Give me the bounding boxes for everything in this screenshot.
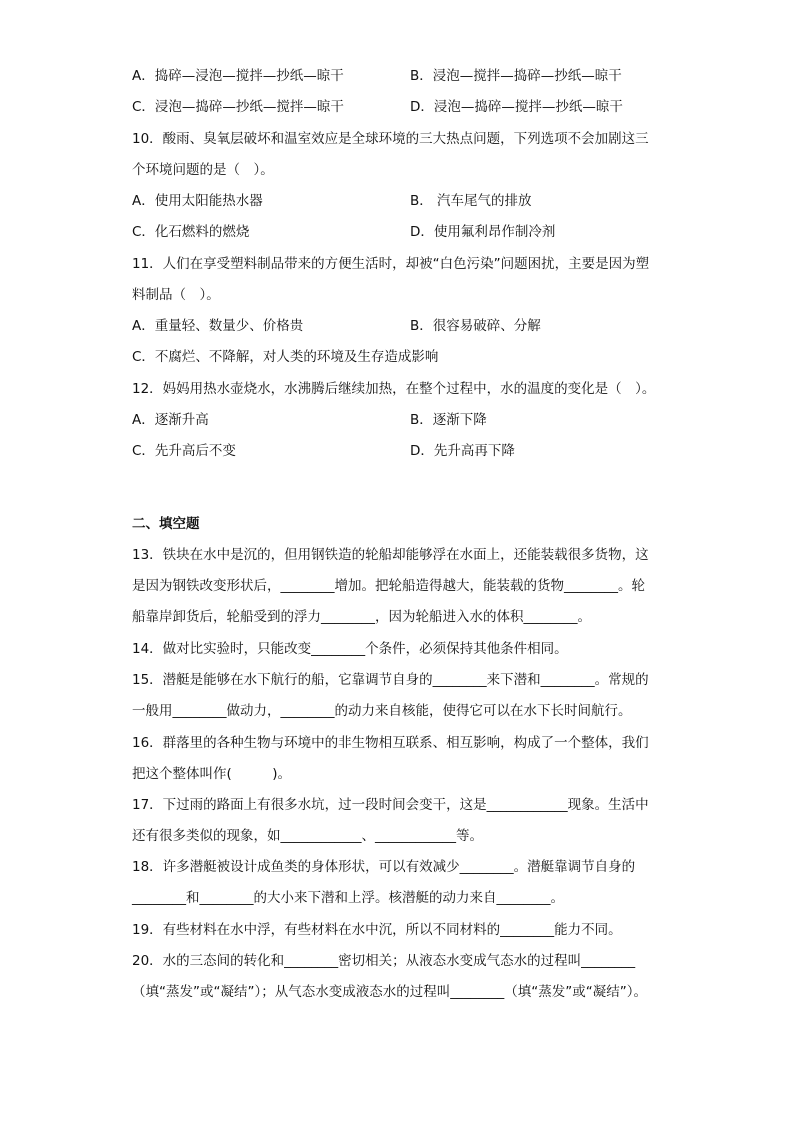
fill-line: （填“蒸发”或“凝结”）；从气态水变成液态水的过程叫________（填“蒸发”或“凝结”）。 <box>132 984 647 1000</box>
fill-line: 船靠岸卸货后，轮船受到的浮力________，因为轮船进入水的体积________。 <box>132 609 591 625</box>
q10-stem-line2: 个环境问题的是（ ）。 <box>132 162 274 178</box>
q10-option-c: C．化石燃料的燃烧 <box>132 224 250 240</box>
fill-line: 14．做对比实验时，只能改变________个条件，必须保持其他条件相同。 <box>132 641 568 657</box>
q12-option-a: A．逐渐升高 <box>132 412 209 428</box>
q11-stem-line2: 料制品（ ）。 <box>132 287 220 303</box>
q10-stem-line1: 10．酸雨、臭氧层破坏和温室效应是全球环境的三大热点问题，下列选项不会加剧这三 <box>132 131 649 147</box>
q10-option-a: A．使用太阳能热水器 <box>132 193 263 209</box>
q10-option-b: B． 汽车尾气的排放 <box>410 193 532 209</box>
q9-option-a: A．捣碎—浸泡—搅拌—抄纸—晾干 <box>132 68 344 84</box>
fill-line: 把这个整体叫作( )。 <box>132 766 292 782</box>
fill-line: 17．下过雨的路面上有很多水坑，过一段时间会变干，这是____________现象。生活中 <box>132 797 649 813</box>
q11-option-b: B．很容易破碎、分解 <box>410 318 541 334</box>
q9-option-c: C．浸泡—捣碎—抄纸—搅拌—晾干 <box>132 99 344 115</box>
section-title: 二、填空题 <box>132 516 200 532</box>
q11-option-c: C．不腐烂、不降解，对人类的环境及生存造成影响 <box>132 349 439 365</box>
q12-option-d: D．先升高再下降 <box>410 443 515 459</box>
fill-line: 是因为钢铁改变形状后，________增加。把轮船造得越大，能装载的货物________。轮 <box>132 578 645 594</box>
fill-line: 19．有些材料在水中浮，有些材料在水中沉，所以不同材料的________能力不同。 <box>132 922 622 938</box>
q11-stem-line1: 11．人们在享受塑料制品带来的方便生活时，却被“白色污染”问题困扰，主要是因为塑 <box>132 256 650 272</box>
fill-line: 16．群落里的各种生物与环境中的非生物相互联系、相互影响，构成了一个整体，我们 <box>132 735 649 751</box>
q12-option-b: B．逐渐下降 <box>410 412 487 428</box>
q9-option-b: B．浸泡—搅拌—捣碎—抄纸—晾干 <box>410 68 622 84</box>
q10-option-d: D．使用氟利昂作制冷剂 <box>410 224 556 240</box>
fill-line: 一般用________做动力，________的动力来自核能，使得它可以在水下长时间航行。 <box>132 703 632 719</box>
fill-line: 15．潜艇是能够在水下航行的船，它靠调节自身的________来下潜和________。常规的 <box>132 672 649 688</box>
fill-line: 13．铁块在水中是沉的，但用钢铁造的轮船却能够浮在水面上，还能装载很多货物，这 <box>132 547 649 563</box>
q9-option-d: D．浸泡—捣碎—搅拌—抄纸—晾干 <box>410 99 623 115</box>
q11-option-a: A．重量轻、数量少、价格贵 <box>132 318 304 334</box>
fill-line: ________和________的大小来下潜和上浮。核潜艇的动力来自________。 <box>132 890 564 906</box>
fill-line: 20．水的三态间的转化和________密切相关；从液态水变成气态水的过程叫________ <box>132 953 636 969</box>
fill-line: 还有很多类似的现象，如____________、____________等。 <box>132 828 483 844</box>
q12-stem: 12．妈妈用热水壶烧水，水沸腾后继续加热，在整个过程中，水的温度的变化是（ ）。 <box>132 381 656 397</box>
fill-line: 18．许多潜艇被设计成鱼类的身体形状，可以有效减少________。潜艇靠调节自身的 <box>132 859 636 875</box>
q12-option-c: C．先升高后不变 <box>132 443 236 459</box>
